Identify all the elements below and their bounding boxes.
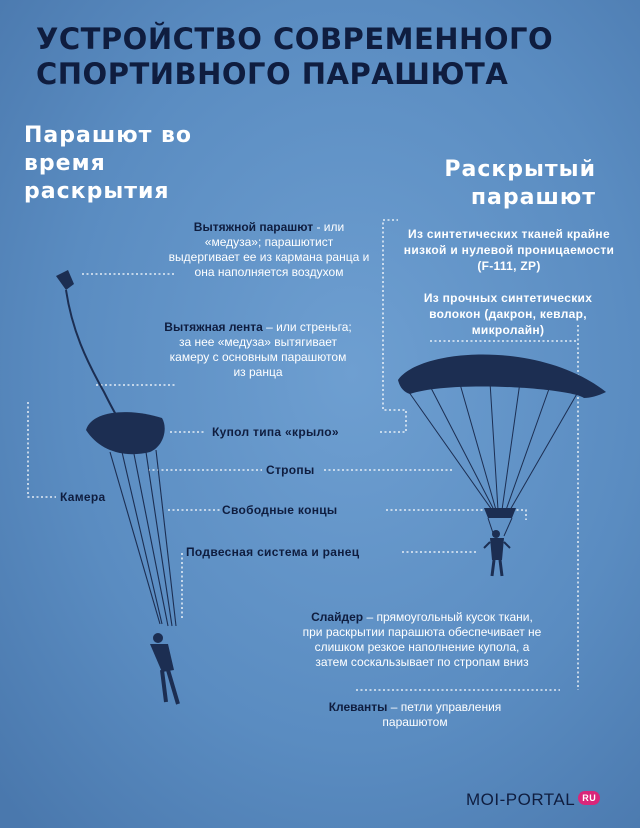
toggles-label: Клеванты [328,700,388,714]
fabric-caption: Из синтетических тканей крайне низкой и нулевой проницаемости (F-111, ZP) [403,227,615,273]
logo-badge: RU [578,791,600,805]
page-title: УСТРОЙСТВО СОВРЕМЕННОГО СПОРТИВНОГО ПАРАШЮТА [36,22,554,91]
pilot-chute-icon [56,270,74,290]
bridle-label: Вытяжная лента [164,320,263,334]
skydiver-left-icon [150,644,174,672]
bridle-text: – или стреньга; за нее «медуза» вытягивает камеру с основным парашютом из ранца [169,320,352,379]
lines-label: Стропы [266,463,315,477]
logo-name: MOI-PORTAL [466,790,576,809]
site-logo[interactable] [466,790,600,810]
bridle-caption [164,320,352,380]
harness-label: Подвесная система и ранец [186,545,360,559]
canopy-bag-icon [86,412,165,454]
toggles-caption [300,700,530,730]
skydiver-right-icon [490,538,504,560]
pilot-chute-caption [168,220,370,280]
slider-label: Слайдер [311,610,364,624]
slider-icon [484,508,516,518]
risers-label: Свободные концы [222,503,338,517]
slider-text: – прямоугольный кусок ткани, при раскрытии парашюта обеспечивает не слишком резкое наполнение купола, а затем соскальзывает по стропам вниз [302,610,542,669]
deployment-bag-label: Камера [60,490,106,504]
left-heading: Парашют во время раскрытия [24,123,193,204]
right-heading: Раскрытый парашют [444,157,596,210]
deploying-parachute-illustration [56,270,178,704]
bridle-line [66,290,118,418]
pilot-chute-text: - или «медуза»; парашютист выдергивает ее из кармана ранца и она наполняется воздухом [168,220,370,279]
fibers-caption: Из прочных синтетических волокон (дакрон, кевлар, микролайн) [423,291,593,337]
wing-canopy-label: Купол типа «крыло» [212,425,339,439]
slider-caption [300,610,544,670]
open-parachute-illustration [398,354,606,576]
toggles-text: – петли управления парашютом [382,700,502,729]
wing-canopy-icon [398,354,606,398]
pilot-chute-label: Вытяжной парашют [193,220,314,234]
